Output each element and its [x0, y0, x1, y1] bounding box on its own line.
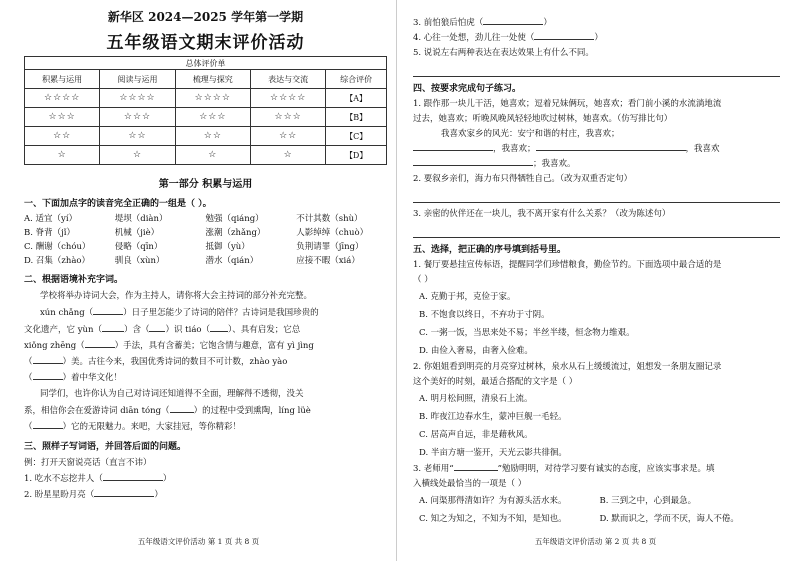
choice-row: [413, 492, 780, 510]
option-row: [24, 254, 387, 268]
star-cell: ☆☆: [100, 127, 175, 146]
star-cell: ☆☆☆☆: [175, 89, 250, 108]
col-header: 梳理与探究: [175, 70, 250, 89]
choice-option[interactable]: D. 半亩方塘一鉴开，天光云影共徘徊。: [419, 448, 567, 458]
question-text: 3. 老师用“ ”勉励明明，对待学习要有诚实的态度，应该实事求是。填: [413, 464, 715, 474]
option-row: [24, 212, 387, 226]
passage-line: 系，相信你会在爱游诗词 diān tóng（ ）的过程中受到熏陶，líng lüè: [24, 406, 311, 416]
page-footer: 五年级语文评价活动 第 2 页 共 8 页: [534, 537, 657, 546]
option-cell: 人影绰绰（chuò）: [296, 228, 369, 238]
exam-title: 五年级语文期末评价活动: [106, 33, 305, 53]
answer-blank[interactable]: [413, 150, 493, 151]
page-2: [397, 0, 794, 561]
choice-option[interactable]: A. 克勤于邦，克俭于家。: [419, 292, 516, 302]
star-cell: ☆☆☆: [250, 108, 325, 127]
star-cell: ☆☆: [250, 127, 325, 146]
answer-line-row: ；我喜欢。: [413, 157, 780, 172]
col-header: 综合评价: [326, 70, 387, 89]
fill-blank[interactable]: [102, 331, 124, 332]
part-title: 第一部分 积累与运用: [158, 179, 253, 190]
fill-blank[interactable]: [210, 331, 228, 332]
passage-line: （ ）它的无限魅力。来吧，大家挂冠，等你精彩！: [24, 422, 242, 432]
answer-blank[interactable]: [536, 150, 686, 151]
answer-line-row: ，我喜欢； ，我喜欢: [413, 142, 780, 157]
star-cell: ☆: [175, 146, 250, 165]
option-cell: B. 脊背（jǐ）: [24, 228, 76, 238]
option-cell: 驯良（xùn）: [114, 256, 165, 266]
question-text: 3. 亲密的伙伴还在一块儿，我不离开家有什么关系？（改为陈述句）: [413, 209, 671, 219]
section-5-title: 五、选择，把正确的序号填到括号里。: [413, 245, 567, 255]
star-cell: ☆☆: [175, 127, 250, 146]
fill-blank[interactable]: [33, 428, 63, 429]
option-cell: 负荆请罪（jīng）: [296, 242, 364, 252]
question-text: （ ）: [413, 275, 433, 285]
choice-option[interactable]: A. 明月松间照，清泉石上流。: [419, 394, 533, 404]
table-row: [25, 146, 387, 165]
star-cell: ☆: [250, 146, 325, 165]
evaluation-table: [24, 56, 387, 165]
answer-prompt: 我喜欢家乡的风光：安宁和谐的村庄，我喜欢；: [441, 129, 620, 139]
option-cell: 潜水（qián）: [205, 256, 259, 266]
question-text: 5. 说说左右两种表达在表达效果上有什么不同。: [413, 48, 594, 58]
fill-blank[interactable]: [85, 347, 115, 348]
star-cell: ☆: [100, 146, 175, 165]
fill-blank[interactable]: [33, 363, 63, 364]
passage-line: 同学们，也许你认为自己对诗词还知道得不全面，理解得不透彻，没关: [40, 389, 304, 399]
choice-option[interactable]: C. 知之为知之，不知为不知，是知也。: [419, 514, 567, 524]
choice-option[interactable]: D. 默而识之，学而不厌，诲人不倦。: [599, 514, 739, 524]
answer-blank[interactable]: [454, 470, 498, 471]
choice-option[interactable]: B. 不饱食以终日，不弃功于寸阴。: [419, 310, 550, 320]
option-cell: A. 适宜（yí）: [24, 214, 78, 224]
star-cell: ☆☆☆☆: [25, 89, 100, 108]
question-3-title: 三、照样子写词语，并回答后面的问题。: [24, 442, 187, 452]
grade-cell: 【B】: [326, 108, 387, 127]
table-caption: 总体评价单: [25, 57, 387, 70]
star-cell: ☆☆☆☆: [100, 89, 175, 108]
question-text: 这个美好的时刻，最适合搭配的文字是（ ）: [413, 377, 578, 387]
choice-option[interactable]: A. 问渠那得清如许？为有源头活水来。: [419, 496, 567, 506]
option-cell: 机械（jiè）: [114, 228, 160, 238]
choice-option[interactable]: B. 三到之中，心到最急。: [599, 496, 697, 506]
answer-blank[interactable]: [483, 24, 543, 25]
question-text: 1. 跟作那一块儿干活，她喜欢；逗着兄妹俩玩，她喜欢；看门前小溪的水流淌地流: [413, 99, 722, 109]
question-text: 1. 餐厅要悬挂宣传标语，提醒同学们珍惜粮食，勤俭节约。下面选项中最合适的是: [413, 260, 722, 270]
star-cell: ☆☆☆: [100, 108, 175, 127]
choice-option[interactable]: B. 昨夜江边春水生，蒙冲巨舰一毛轻。: [419, 412, 567, 422]
passage-line: xiǒng zhēng（ ）手法，具有含蓄美；它饱含情与趣意，富有 yì jìng: [24, 341, 314, 351]
idiom-item: 2. 盼星星盼月亮（ ）: [24, 490, 163, 500]
term-heading: 新华区 2024—2025 学年第一学期: [107, 10, 304, 24]
choice-row: [413, 510, 780, 528]
passage-line: （ ）着中华文化！: [24, 373, 123, 383]
answer-line[interactable]: [413, 189, 780, 203]
option-cell: 抵御（yù）: [205, 242, 250, 252]
passage-line: 学校将举办诗词大会，作为主持人，请你将大会主持词的部分补充完整。: [40, 291, 313, 301]
option-row: [24, 240, 387, 254]
fill-blank[interactable]: [170, 412, 194, 413]
idiom-item: 4. 心往一处想，劲儿往一处使（ ）: [413, 33, 603, 43]
star-cell: ☆☆☆: [25, 108, 100, 127]
answer-blank[interactable]: [534, 39, 594, 40]
option-cell: 堤坝（diàn）: [114, 214, 168, 224]
question-text: 2. 你姐姐看到明亮的月亮穿过树林，泉水从石上缓缓流过，姐想发一条朋友圈记录: [413, 362, 722, 372]
section-4-title: 四、按要求完成句子练习。: [413, 84, 522, 94]
answer-blank[interactable]: [94, 496, 154, 497]
option-cell: D. 召集（zhào）: [24, 256, 91, 266]
table-row: [25, 127, 387, 146]
question-text: 过去，她喜欢；听晚风晚风轻轻地吹过树林，她喜欢。（仿写排比句）: [413, 114, 673, 124]
choice-option[interactable]: C. 居高声自远，非是藉秋风。: [419, 430, 533, 440]
example-line: 例：打开天窗说亮话（直言不讳）: [24, 458, 152, 468]
option-cell: 侵略（qīn）: [114, 242, 163, 252]
grade-cell: 【D】: [326, 146, 387, 165]
table-row: [25, 89, 387, 108]
fill-blank[interactable]: [33, 379, 63, 380]
star-cell: ☆: [25, 146, 100, 165]
question-1-title: 一、下面加点字的读音完全正确的一组是（ ）。: [24, 199, 212, 209]
col-header: 积累与运用: [25, 70, 100, 89]
option-cell: 涨潮（zhǎng）: [205, 228, 266, 238]
choice-option[interactable]: D. 由俭入奢易，由奢入俭难。: [419, 346, 533, 356]
idiom-item: 3. 前怕狼后怕虎（ ）: [413, 18, 552, 28]
option-cell: C. 酬谢（chóu）: [24, 242, 91, 252]
star-cell: ☆☆☆: [175, 108, 250, 127]
passage-line: 文化遗产，它 yùn（ ）含（ ）识 tiáo（ ）、具有启发；它总: [24, 325, 301, 335]
fill-blank[interactable]: [93, 314, 123, 315]
option-cell: 不计其数（shù）: [296, 214, 363, 224]
question-text: 2. 要叙乡亲们，海力布只得牺牲自己。（改为双重否定句）: [413, 174, 633, 184]
answer-line[interactable]: [413, 224, 780, 238]
answer-blank[interactable]: [413, 165, 533, 166]
passage-line: （ ）美。古往今来，我国优秀诗词的数目不可计数，zhào yào: [24, 357, 288, 367]
grade-cell: 【C】: [326, 127, 387, 146]
choice-option[interactable]: C. 一粥一饭，当思来处不易；半丝半缕，恒念物力维艰。: [419, 328, 635, 338]
col-header: 阅读与运用: [100, 70, 175, 89]
question-text: 入横线处最恰当的一项是（ ）: [413, 479, 527, 489]
answer-blank[interactable]: [103, 480, 163, 481]
option-cell: 应接不暇（xiá）: [296, 256, 360, 266]
grade-cell: 【A】: [326, 89, 387, 108]
answer-line[interactable]: [413, 63, 780, 77]
option-cell: 勉强（qiáng）: [205, 214, 264, 224]
option-row: [24, 226, 387, 240]
table-row: [25, 108, 387, 127]
fill-blank[interactable]: [149, 331, 165, 332]
question-2-title: 二、根据语境补充字词。: [24, 275, 124, 285]
passage-line: xún chǎng（ ）日子里怎能少了诗词的陪伴？古诗词是我国珍贵的: [40, 308, 319, 318]
star-cell: ☆☆: [25, 127, 100, 146]
page-footer: 五年级语文评价活动 第 1 页 共 8 页: [137, 537, 260, 546]
idiom-item: 1. 吃水不忘挖井人（ ）: [24, 474, 172, 484]
col-header: 表达与交流: [250, 70, 325, 89]
star-cell: ☆☆☆☆: [250, 89, 325, 108]
